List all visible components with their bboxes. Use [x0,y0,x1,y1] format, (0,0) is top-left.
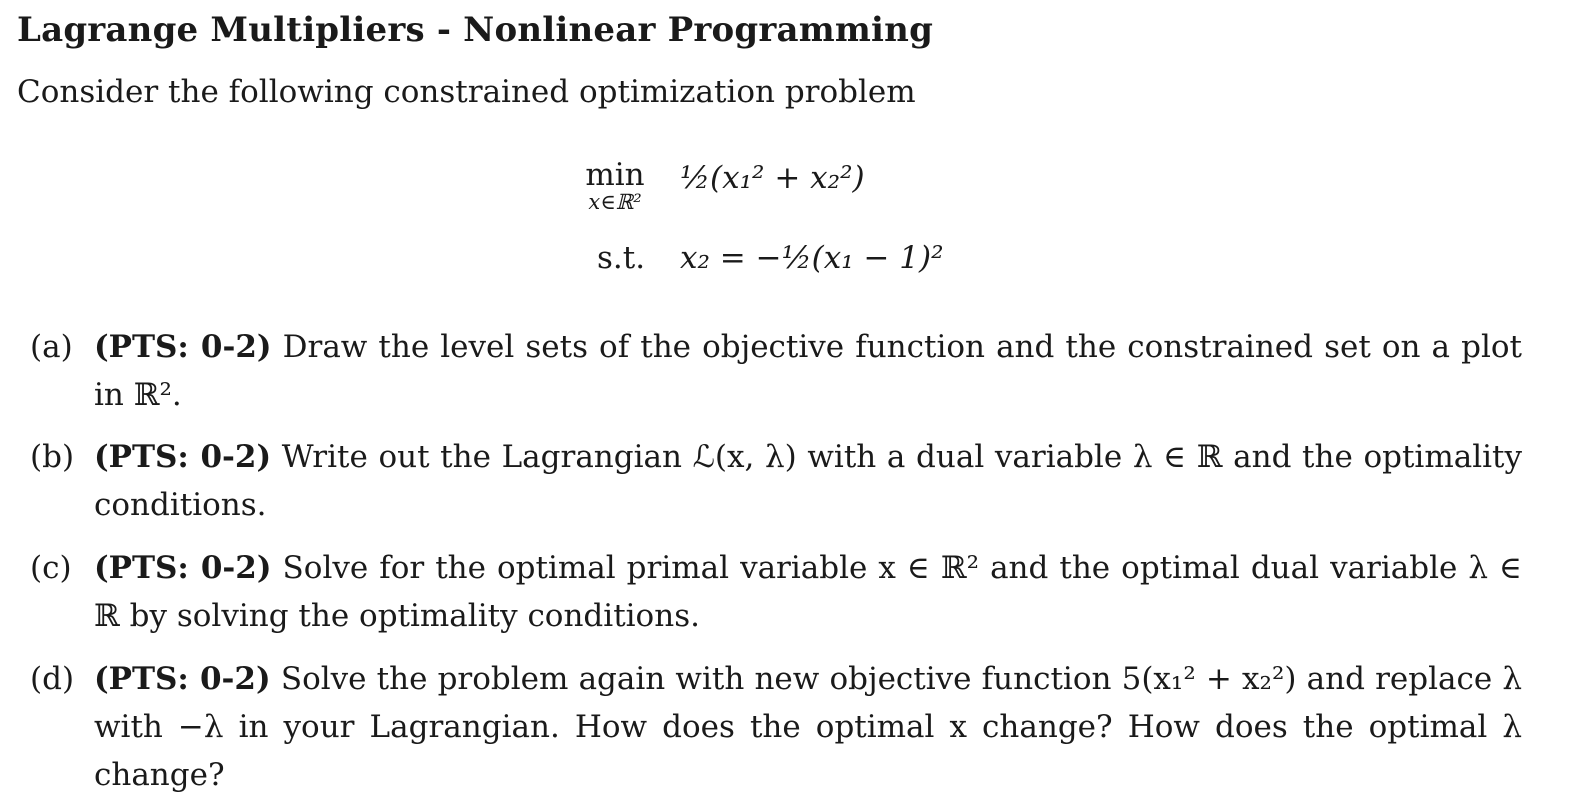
points-label: (PTS: 0-2) [94,661,271,697]
part-label: (a) [30,329,73,365]
page-title: Lagrange Multipliers - Nonlinear Programming [17,10,934,50]
min-domain: x∈ℝ² [588,190,642,214]
points-label: (PTS: 0-2) [94,550,272,586]
question-part-b [30,433,1522,529]
part-label: (d) [30,661,75,697]
subject-to-label: s.t. [597,240,646,276]
objective-expression: ½(x₁² + x₂²) [680,160,865,196]
question-part-a [30,323,1522,419]
question-text: Solve the problem again with new objective function 5(x₁² + x₂²) and replace λ with −λ in your Lagrangian. How does the optimal x change? How does the optimal λ change? [94,661,1523,793]
part-label: (b) [30,439,75,475]
min-label: min [585,157,645,193]
question-text: Solve for the optimal primal variable x ∈ ℝ² and the optimal dual variable λ ∈ ℝ by solving the optimality conditions. [94,550,1523,634]
question-part-d [30,655,1522,799]
question-text: Draw the level sets of the objective function and the constrained set on a plot in ℝ². [94,329,1522,413]
question-text: Write out the Lagrangian ℒ(x, λ) with a dual variable λ ∈ ℝ and the optimality conditions. [94,439,1523,523]
points-label: (PTS: 0-2) [94,439,272,475]
min-operator [585,157,645,214]
points-label: (PTS: 0-2) [94,329,272,365]
part-label: (c) [30,550,72,586]
constraint-expression: x₂ = −½(x₁ − 1)² [680,240,944,276]
question-part-c [30,544,1522,640]
intro-text: Consider the following constrained optimization problem [17,74,916,110]
